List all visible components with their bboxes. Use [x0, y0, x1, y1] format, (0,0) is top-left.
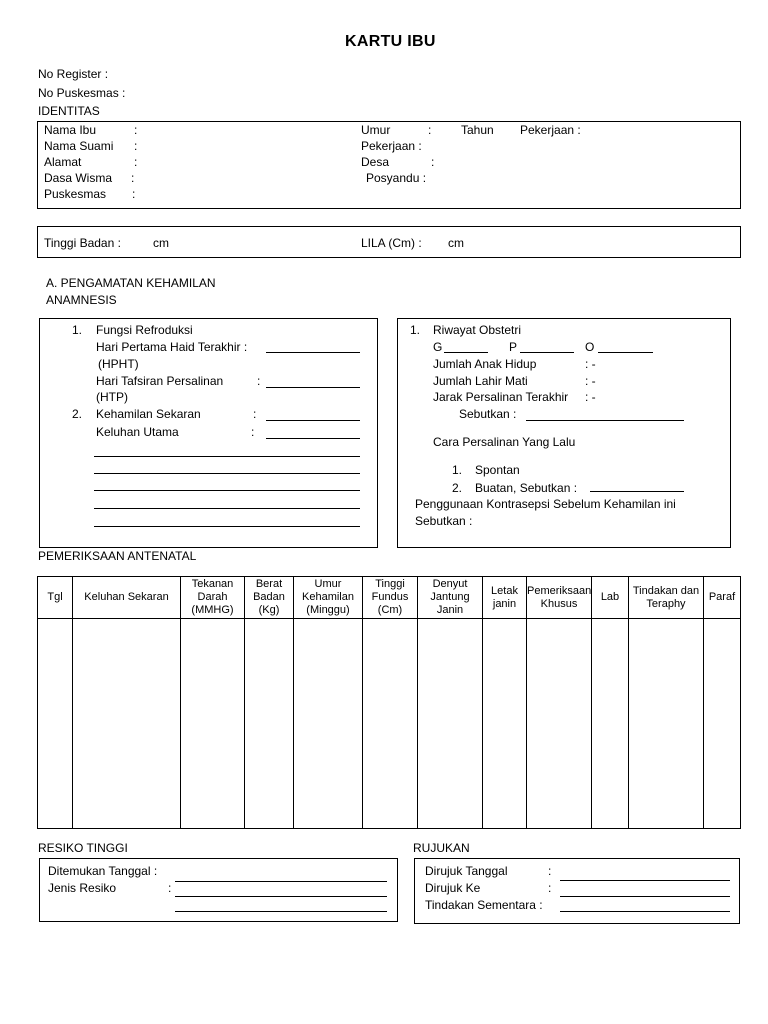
no-register-label: No Register :: [38, 67, 109, 81]
method-1-number: 1.: [452, 463, 463, 477]
cell-pemeriksaan-khusus[interactable]: [527, 619, 592, 829]
antenatal-heading: PEMERIKSAAN ANTENATAL: [38, 549, 197, 563]
dasa-wisma-colon: :: [131, 171, 135, 185]
nama-ibu-label: Nama Ibu: [44, 123, 97, 137]
col-tinggi-fundus: Tinggi Fundus (Cm): [363, 577, 418, 619]
sebutkan-field[interactable]: [526, 420, 684, 421]
tahun-label: Tahun: [461, 123, 494, 137]
jenis-resiko-field-2[interactable]: [175, 911, 387, 912]
alamat-colon: :: [134, 155, 138, 169]
dirujuk-ke-colon: :: [548, 881, 552, 895]
desa-colon: :: [431, 155, 435, 169]
col-letak-janin: Letak janin: [483, 577, 527, 619]
keluhan-line-4[interactable]: [94, 508, 360, 509]
g-label: G: [433, 340, 443, 354]
col-berat-badan: Berat Badan (Kg): [245, 577, 294, 619]
keluhan-field[interactable]: [266, 438, 360, 439]
cell-letak-janin[interactable]: [483, 619, 527, 829]
jarak-persalinan-value: : -: [585, 390, 596, 404]
cell-tinggi-fundus[interactable]: [363, 619, 418, 829]
nama-suami-colon: :: [134, 139, 138, 153]
col-umur-kehamilan: Umur Kehamilan (Minggu): [294, 577, 363, 619]
hpht-abbr: (HPHT): [98, 357, 139, 371]
desa-label: Desa: [361, 155, 390, 169]
ditemukan-tanggal-label: Ditemukan Tanggal :: [48, 864, 158, 878]
lila-label: LILA (Cm) :: [361, 236, 422, 250]
g-field[interactable]: [444, 352, 488, 353]
rujukan-heading: RUJUKAN: [413, 841, 470, 855]
jenis-resiko-label: Jenis Resiko: [48, 881, 117, 895]
htp-field[interactable]: [266, 387, 360, 388]
alamat-label: Alamat: [44, 155, 82, 169]
htp-abbr: (HTP): [96, 390, 128, 404]
col-pemeriksaan-khusus: Pemeriksaan Khusus: [527, 577, 592, 619]
keluhan-utama-label: Keluhan Utama: [96, 425, 179, 439]
dirujuk-tanggal-field[interactable]: [560, 880, 730, 881]
keluhan-line-1[interactable]: [94, 456, 360, 457]
tinggi-badan-label: Tinggi Badan :: [44, 236, 121, 250]
cell-tekanan-darah[interactable]: [181, 619, 245, 829]
col-tgl: Tgl: [38, 577, 73, 619]
pekerjaan-suami-label: Pekerjaan :: [361, 139, 422, 153]
no-puskesmas-label: No Puskesmas :: [38, 86, 126, 100]
nama-suami-label: Nama Suami: [44, 139, 114, 153]
htp-colon: :: [257, 374, 261, 388]
jenis-resiko-colon: :: [168, 881, 172, 895]
htp-label: Hari Tafsiran Persalinan: [96, 374, 224, 388]
fungsi-reproduksi-label: Fungsi Refroduksi: [96, 323, 193, 337]
tindakan-sementara-label: Tindakan Sementara :: [425, 898, 543, 912]
dirujuk-ke-field[interactable]: [560, 896, 730, 897]
keluhan-line-2[interactable]: [94, 473, 360, 474]
antenatal-table: [37, 576, 741, 829]
col-lab: Lab: [592, 577, 629, 619]
posyandu-label: Posyandu :: [366, 171, 427, 185]
hpht-field[interactable]: [266, 352, 360, 353]
col-paraf: Paraf: [704, 577, 741, 619]
left-item-1-number: 1.: [72, 323, 83, 337]
identitas-heading: IDENTITAS: [38, 104, 100, 118]
p-field[interactable]: [520, 352, 574, 353]
dirujuk-tanggal-label: Dirujuk Tanggal: [425, 864, 508, 878]
buatan-label: Buatan, Sebutkan :: [475, 481, 578, 495]
cell-paraf[interactable]: [704, 619, 741, 829]
tinggi-badan-unit: cm: [153, 236, 169, 250]
page-title: KARTU IBU: [345, 33, 436, 50]
sebutkan-label: Sebutkan :: [459, 407, 517, 421]
cell-tgl[interactable]: [38, 619, 73, 829]
table-row: [38, 619, 741, 829]
anamnesis-heading: ANAMNESIS: [46, 293, 117, 307]
riwayat-obstetri-label: Riwayat Obstetri: [433, 323, 522, 337]
umur-label: Umur: [361, 123, 391, 137]
o-label: O: [585, 340, 595, 354]
right-item-1-number: 1.: [410, 323, 421, 337]
cell-tindakan[interactable]: [629, 619, 704, 829]
keluhan-line-3[interactable]: [94, 490, 360, 491]
resiko-heading: RESIKO TINGGI: [38, 841, 128, 855]
tindakan-sementara-field[interactable]: [560, 911, 730, 912]
spontan-label: Spontan: [475, 463, 520, 477]
puskesmas-colon: :: [132, 187, 136, 201]
nama-ibu-colon: :: [134, 123, 138, 137]
cell-keluhan[interactable]: [73, 619, 181, 829]
pekerjaan-ibu-label: Pekerjaan :: [520, 123, 581, 137]
kontrasepsi-sebutkan-label: Sebutkan :: [415, 514, 473, 528]
o-field[interactable]: [598, 352, 653, 353]
keluhan-line-5[interactable]: [94, 526, 360, 527]
cell-lab[interactable]: [592, 619, 629, 829]
method-2-number: 2.: [452, 481, 463, 495]
cell-berat-badan[interactable]: [245, 619, 294, 829]
kehamilan-sekaran-label: Kehamilan Sekaran: [96, 407, 201, 421]
kehamilan-colon: :: [253, 407, 257, 421]
cell-umur-kehamilan[interactable]: [294, 619, 363, 829]
cara-persalinan-label: Cara Persalinan Yang Lalu: [433, 435, 576, 449]
section-a-heading: A. PENGAMATAN KEHAMILAN: [46, 276, 216, 290]
ditemukan-tanggal-field[interactable]: [175, 881, 387, 882]
anak-hidup-label: Jumlah Anak Hidup: [433, 357, 537, 371]
col-denyut-jantung: Denyut Jantung Janin: [418, 577, 483, 619]
dirujuk-tanggal-colon: :: [548, 864, 552, 878]
lila-unit: cm: [448, 236, 464, 250]
col-tekanan-darah: Tekanan Darah (MMHG): [181, 577, 245, 619]
dirujuk-ke-label: Dirujuk Ke: [425, 881, 481, 895]
p-label: P: [509, 340, 518, 354]
hpht-label: Hari Pertama Haid Terakhir :: [96, 340, 248, 354]
col-keluhan: Keluhan Sekaran: [73, 577, 181, 619]
dasa-wisma-label: Dasa Wisma: [44, 171, 113, 185]
left-item-2-number: 2.: [72, 407, 83, 421]
anak-hidup-value: : -: [585, 357, 596, 371]
keluhan-colon: :: [251, 425, 255, 439]
jarak-persalinan-label: Jarak Persalinan Terakhir: [433, 390, 569, 404]
col-tindakan: Tindakan dan Teraphy: [629, 577, 704, 619]
lahir-mati-value: : -: [585, 374, 596, 388]
cell-denyut-jantung[interactable]: [418, 619, 483, 829]
buatan-field[interactable]: [590, 491, 684, 492]
umur-colon: :: [428, 123, 432, 137]
kontrasepsi-label: Penggunaan Kontrasepsi Sebelum Kehamilan ini: [415, 497, 676, 511]
jenis-resiko-field[interactable]: [175, 896, 387, 897]
kehamilan-field[interactable]: [266, 420, 360, 421]
lahir-mati-label: Jumlah Lahir Mati: [433, 374, 528, 388]
puskesmas-label: Puskesmas: [44, 187, 107, 201]
